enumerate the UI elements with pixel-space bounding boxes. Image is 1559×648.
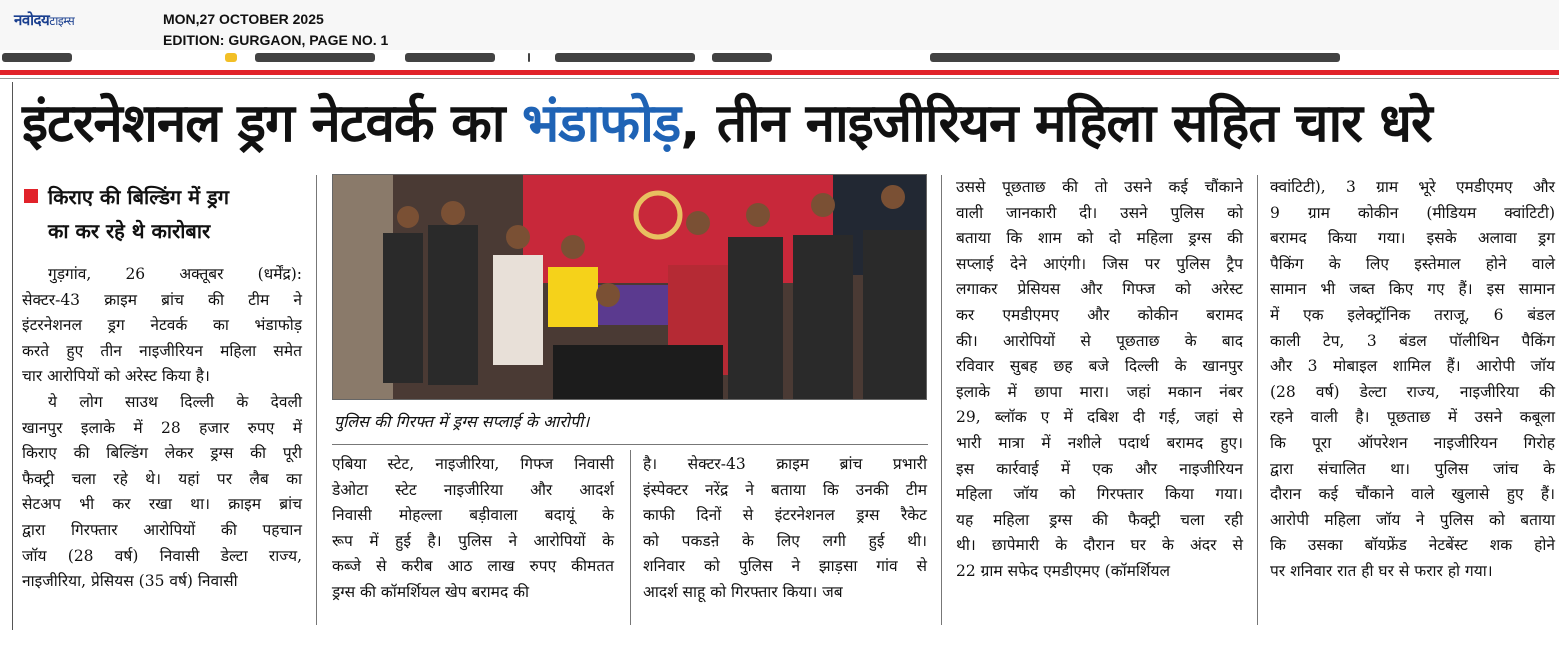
article-text-line: इंटरनेशनल ड्रग नेटवर्क का भंडाफोड़ xyxy=(22,316,302,335)
column-divider xyxy=(316,175,317,625)
article-text-line: 9 ग्राम कोकीन (मीडियम क्वांटिटी) xyxy=(1270,203,1555,222)
article-text-line: कि पूरा ऑपरेशन नाइजीरियन गिरोह xyxy=(1270,433,1555,452)
article-text-line: ये लोग साउथ दिल्ली के देवली xyxy=(48,392,302,411)
article-text-line: निवासी मोहल्ला बड़ीवाला बदायूं के xyxy=(332,506,614,525)
article-text-line: जॉय (28 वर्ष) निवासी डेल्टा राज्य, xyxy=(22,546,302,565)
date-line: MON,27 OCTOBER 2025 xyxy=(163,11,324,27)
column-3 xyxy=(643,452,927,606)
logo-main: नवोदय xyxy=(14,11,50,29)
article-text-line: खानपुर इलाके में 28 हजार रुपए में xyxy=(22,418,302,437)
article-text-line: महिला जॉय को गिरफ्तार किया गया। xyxy=(956,485,1243,504)
article-text-line: सामान भी जब्त किए गए हैं। इस सामान xyxy=(1270,280,1555,299)
thin-rule xyxy=(0,78,1559,79)
article-text-line: दौरान कई चौंकाने वाले खुलासे हुए हैं। xyxy=(1270,485,1555,504)
group-photo-illustration xyxy=(333,175,927,400)
column-divider xyxy=(1257,175,1258,625)
edition-info xyxy=(163,9,388,51)
red-rule xyxy=(0,70,1559,75)
subhead-line1: किराए की बिल्डिंग में ड्रग xyxy=(48,185,230,209)
article-text-line: बरामद किया गया। इसके अलावा ड्रग xyxy=(1270,229,1555,248)
column-5 xyxy=(1270,175,1555,585)
article-text-line: सेटअप भी कर रखा था। क्राइम ब्रांच xyxy=(22,495,302,514)
article-text-line: गुड़गांव, 26 अक्तूबर (धर्मेंद्र): xyxy=(48,265,302,283)
article-text-line: सेक्टर-43 क्राइम ब्रांच की टीम ने xyxy=(22,290,302,309)
headline xyxy=(22,82,1552,166)
article-text-line: इंस्पेक्टर नरेंद्र ने बताया कि उनकी टीम xyxy=(643,480,927,499)
headline-highlight: भंडाफोड़ xyxy=(521,93,681,154)
article-text-line: कर एमडीएमए और कोकीन बरामद xyxy=(956,305,1243,324)
newspaper-logo[interactable] xyxy=(14,10,74,30)
article-text-line: रूप में हुई है। पुलिस ने आरोपियों के xyxy=(332,531,614,550)
article-text-line: (28 वर्ष) डेल्टा राज्य, नाइजीरिया की xyxy=(1270,382,1555,401)
column-2 xyxy=(332,452,614,606)
cropped-previous-strip xyxy=(0,50,1559,70)
photo-caption: पुलिस की गिरफ्त में ड्रग्स सप्लाई के आरोपी। xyxy=(334,412,590,431)
headline-part2: , तीन नाइजीरियन महिला सहित चार धरे xyxy=(680,93,1432,154)
article-text-line: की। आरोपियों से पूछताछ के बाद xyxy=(956,331,1243,350)
epaper-header xyxy=(0,0,1559,50)
column-1 xyxy=(22,262,302,595)
subhead-line2: का कर रहे थे कारोबार xyxy=(48,219,211,243)
article-text-line: 29, ब्लॉक ए में दबिश दी गई, जहां से xyxy=(956,408,1243,427)
article-text-line: बताया कि शाम को दो महिला ड्रग्स की xyxy=(956,229,1243,248)
article-text-line: इलाके में छापा मारा। जहां मकान नंबर xyxy=(956,382,1243,401)
article-text-line: चार आरोपियों को अरेस्ट किया है। xyxy=(22,367,210,386)
edition-line: EDITION: GURGAON, PAGE NO. 1 xyxy=(163,32,389,48)
article-text-line: फैक्ट्री चला रहे थे। यहां पर लैब का xyxy=(22,469,302,488)
column-divider xyxy=(941,175,942,625)
column-4 xyxy=(956,175,1243,585)
article-text-line: है। सेक्टर-43 क्राइम ब्रांच प्रभारी xyxy=(643,455,927,473)
article-text-line: क्वांटिटी), 3 ग्राम भूरे एमडीएमए और xyxy=(1270,178,1555,196)
article-text-line: वाली जानकारी दी। उसने पुलिस को xyxy=(956,203,1243,222)
subheading xyxy=(24,180,314,248)
article-text-line: और 3 मोबाइल शामिल हैं। आरोपी जॉय xyxy=(1270,357,1555,376)
news-photo xyxy=(332,174,927,400)
article-text-line: काली टेप, 3 बंडल पॉलीथिन पैकिंग xyxy=(1270,331,1555,350)
article-text-line: किराए की बिल्डिंग लेकर ड्रग्स की पूरी xyxy=(22,444,302,463)
article-text-line: शनिवार को पुलिस ने झाड़सा गांव से xyxy=(643,557,927,576)
article-text-line: कि उसका बॉयफ्रेंड नेटबेंस्ट शक होने xyxy=(1270,536,1555,555)
article-text-line: आरोपी महिला जॉय ने पुलिस को बताया xyxy=(1270,510,1555,529)
article-text-line: भारी मात्रा में नशीले पदार्थ बरामद हुए। xyxy=(956,433,1243,452)
article-text-line: ड्रग्स की कॉमर्शियल खेप बरामद की xyxy=(332,582,530,601)
caption-rule xyxy=(332,444,928,445)
article-text-line: पैकिंग के लिए इस्तेमाल होने वाले xyxy=(1270,254,1555,273)
article-text-line: द्वारा गिरफ्तार आरोपियों की पहचान xyxy=(22,520,302,539)
article-text-line: एबिया स्टेट, नाइजीरिया, गिफ्ज निवासी xyxy=(332,455,614,473)
article-text-line: रविवार सुबह छह बजे दिल्ली के खानपुर xyxy=(956,357,1243,376)
headline-part1: इंटरनेशनल ड्रग नेटवर्क का xyxy=(22,93,522,154)
article-text-line: उससे पूछताछ की तो उसने कई चौंकाने xyxy=(956,178,1243,196)
article-text-line: में एक इलेक्ट्रॉनिक तराजू, 6 बंडल xyxy=(1270,305,1555,324)
article-text-line: काफी दिनों से इंटरनेशनल ड्रग्स रैकेट xyxy=(643,506,927,525)
article-text-line: करते हुए तीन नाइजीरियन महिला समेत xyxy=(22,341,302,360)
article-text-line: डेओटा स्टेट नाइजीरिया और आदर्श xyxy=(332,480,614,499)
article-text-line: द्वारा संचालित था। पुलिस जांच के xyxy=(1270,459,1555,478)
logo-sub: टाइम्स xyxy=(49,14,75,28)
article-text-line: कब्जे से करीब आठ लाख रुपए कीमतत xyxy=(332,557,614,576)
article-text-line: 22 ग्राम सफेद एमडीएमए (कॉमर्शियल xyxy=(956,561,1170,580)
red-square-bullet xyxy=(24,189,38,203)
article-text-line: इस कार्रवाई में एक और नाइजीरियन xyxy=(956,459,1243,478)
column-divider xyxy=(630,450,631,625)
article-text-line: थी। छापेमारी के दौरान घर के अंदर से xyxy=(956,536,1243,555)
article-text-line: लगाकर प्रेसियस और गिफ्ज को अरेस्ट xyxy=(956,280,1243,299)
article-text-line: यह महिला ड्रग्स की फैक्ट्री चला रही xyxy=(956,510,1243,529)
article-text-line: आदर्श साहू को गिरफ्तार किया। जब xyxy=(643,582,843,601)
article-text-line: पर शनिवार रात ही घर से फरार हो गया। xyxy=(1270,561,1493,580)
article-text-line: रहने वाली है। पूछताछ में उसने कबूला xyxy=(1270,408,1555,427)
article-text-line: नाइजीरिया, प्रेसियस (35 वर्ष) निवासी xyxy=(22,572,238,591)
article-text-line: को पकडऩे के लिए लगी हुई थी। xyxy=(643,531,927,550)
article-text-line: सप्लाई देने आएंगी। जिस पर पुलिस ट्रैप xyxy=(956,254,1243,273)
